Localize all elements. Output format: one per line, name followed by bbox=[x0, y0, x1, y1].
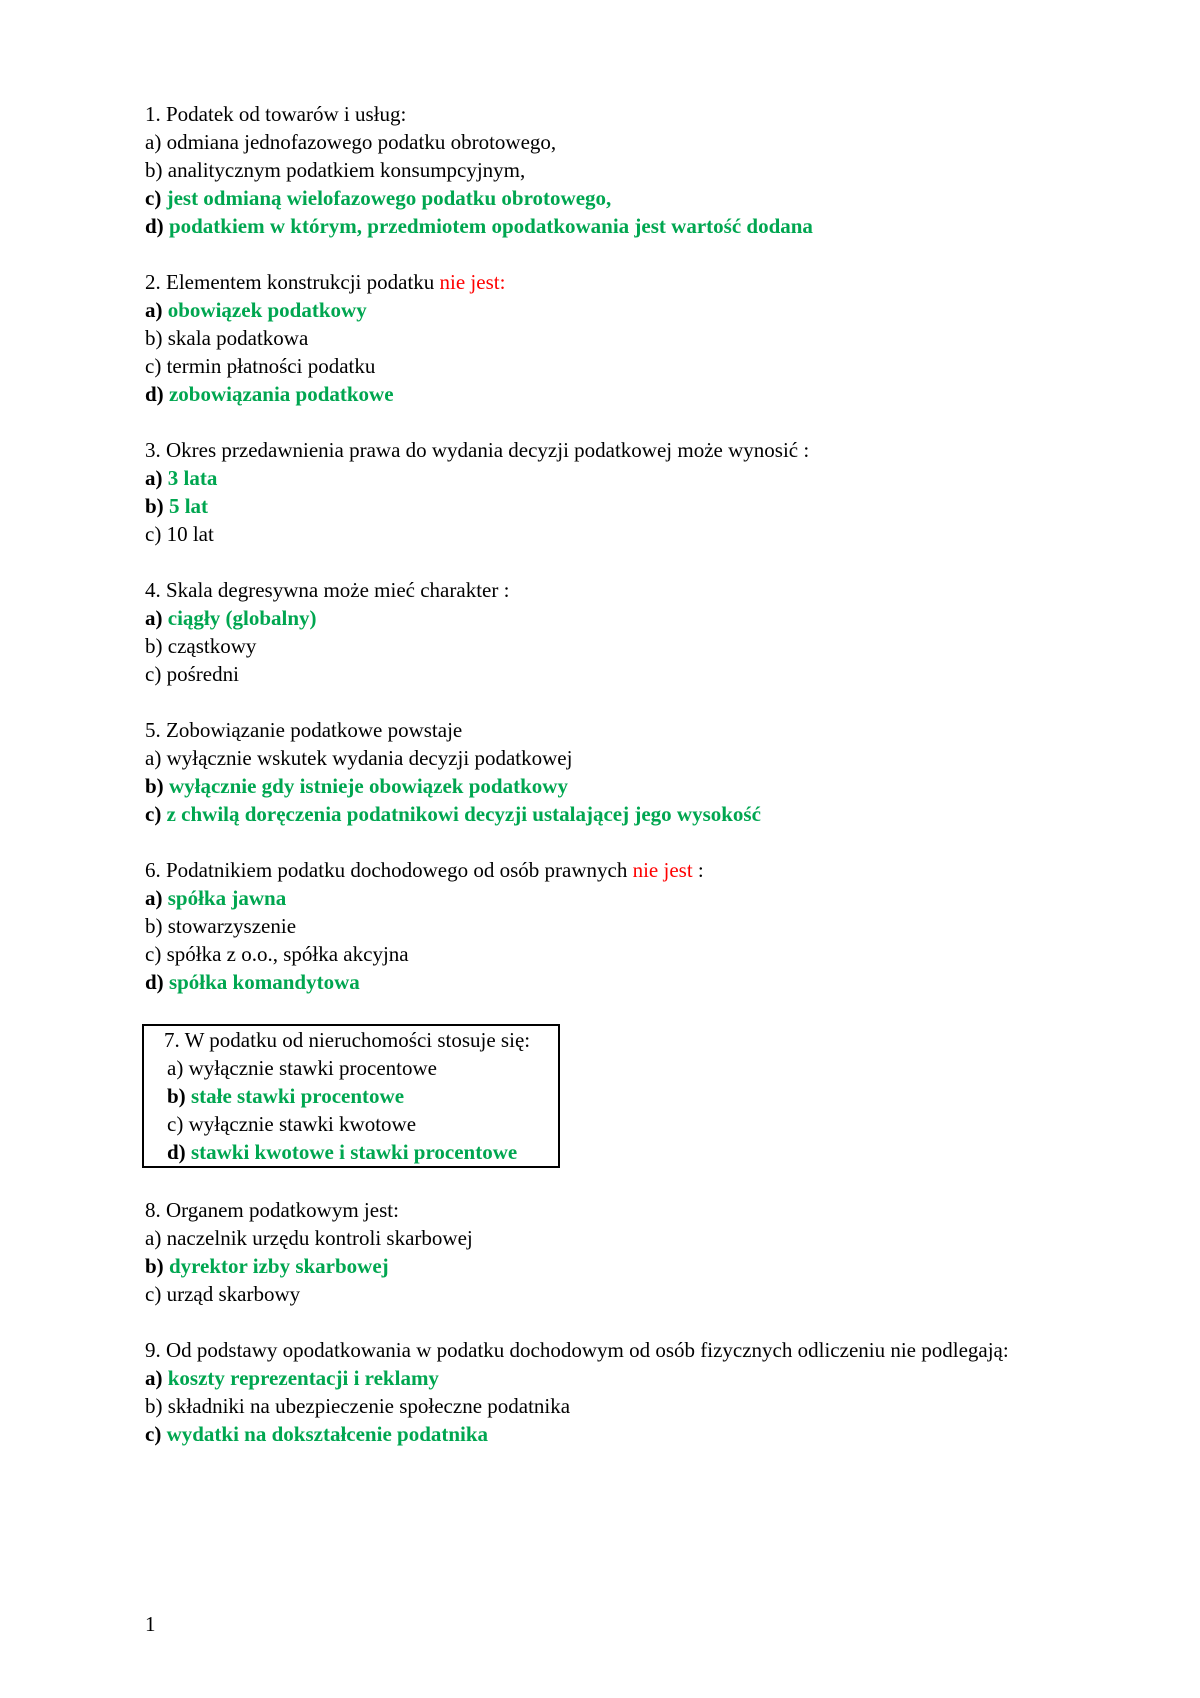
option-letter: a) bbox=[145, 746, 162, 770]
option-text: wyłącznie stawki kwotowe bbox=[183, 1112, 417, 1136]
option-letter: c) bbox=[145, 354, 162, 378]
answer-option bbox=[164, 1110, 530, 1138]
option-text: z chwilą doręczenia podatnikowi decyzji ustalającej jego wysokość bbox=[161, 802, 761, 826]
question-block bbox=[145, 268, 1085, 408]
option-text: jest odmianą wielofazowego podatku obrotowego, bbox=[161, 186, 612, 210]
option-letter: b) bbox=[145, 494, 164, 518]
answer-option bbox=[145, 660, 1085, 688]
option-text: koszty reprezentacji i reklamy bbox=[162, 1366, 439, 1390]
question-stem: 7. W podatku od nieruchomości stosuje się: bbox=[164, 1028, 531, 1052]
option-letter: b) bbox=[167, 1084, 186, 1108]
document-body bbox=[145, 100, 1085, 1476]
answer-option bbox=[145, 324, 1085, 352]
option-text: 5 lat bbox=[163, 494, 209, 518]
option-letter: a) bbox=[145, 130, 162, 154]
option-letter: b) bbox=[145, 634, 163, 658]
question-text bbox=[164, 1026, 530, 1054]
question-stem: 3. Okres przedawnienia prawa do wydania decyzji podatkowej może wynosić : bbox=[145, 438, 810, 462]
option-text: pośredni bbox=[161, 662, 239, 686]
question-block bbox=[145, 436, 1085, 548]
negation-highlight: nie jest bbox=[632, 858, 693, 882]
negation-highlight: nie jest: bbox=[439, 270, 506, 294]
answer-option-correct bbox=[145, 1364, 1085, 1392]
answer-option bbox=[145, 1392, 1085, 1420]
answer-option bbox=[145, 520, 1085, 548]
option-letter: b) bbox=[145, 914, 163, 938]
answer-option bbox=[145, 1280, 1085, 1308]
option-text: ciągły (globalny) bbox=[162, 606, 317, 630]
option-text: analitycznym podatkiem konsumpcyjnym, bbox=[162, 158, 526, 182]
answer-option-correct bbox=[164, 1082, 530, 1110]
option-letter: b) bbox=[145, 774, 164, 798]
option-letter: c) bbox=[145, 802, 162, 826]
option-text: spółka jawna bbox=[162, 886, 287, 910]
option-text: obowiązek podatkowy bbox=[162, 298, 367, 322]
option-text: wyłącznie gdy istnieje obowiązek podatkowy bbox=[163, 774, 568, 798]
question-stem: 4. Skala degresywna może mieć charakter : bbox=[145, 578, 510, 602]
answer-option-correct bbox=[145, 296, 1085, 324]
answer-option bbox=[164, 1054, 530, 1082]
answer-option-correct bbox=[145, 492, 1085, 520]
option-text: stawki kwotowe i stawki procentowe bbox=[185, 1140, 518, 1164]
answer-option-correct bbox=[145, 464, 1085, 492]
option-text: spółka komandytowa bbox=[163, 970, 360, 994]
question-stem: 6. Podatnikiem podatku dochodowego od osób prawnych bbox=[145, 858, 633, 882]
option-text: stałe stawki procentowe bbox=[185, 1084, 405, 1108]
option-text: termin płatności podatku bbox=[161, 354, 376, 378]
question-stem: 9. Od podstawy opodatkowania w podatku dochodowym od osób fizycznych odliczeniu nie podlegają: bbox=[145, 1338, 1009, 1362]
answer-option-correct bbox=[145, 1420, 1085, 1448]
question-stem: 8. Organem podatkowym jest: bbox=[145, 1198, 399, 1222]
page-number: 1 bbox=[145, 1612, 156, 1636]
question-block bbox=[145, 576, 1085, 688]
question-box bbox=[142, 1024, 560, 1168]
question-block bbox=[145, 1196, 1085, 1308]
option-text: zobowiązania podatkowe bbox=[163, 382, 394, 406]
answer-option bbox=[145, 912, 1085, 940]
question-text bbox=[145, 268, 1085, 296]
question-block bbox=[145, 716, 1085, 828]
option-letter: d) bbox=[145, 970, 164, 994]
option-letter: a) bbox=[167, 1056, 184, 1080]
option-letter: c) bbox=[145, 522, 162, 546]
option-text: odmiana jednofazowego podatku obrotowego, bbox=[161, 130, 557, 154]
question-block bbox=[145, 856, 1085, 996]
question-tail: : bbox=[692, 858, 704, 882]
question-block bbox=[145, 1024, 1085, 1168]
option-text: naczelnik urzędu kontroli skarbowej bbox=[161, 1226, 473, 1250]
answer-option-correct bbox=[145, 212, 1085, 240]
option-letter: b) bbox=[145, 1394, 163, 1418]
question-block bbox=[145, 100, 1085, 240]
option-text: wydatki na dokształcenie podatnika bbox=[161, 1422, 489, 1446]
option-text: wyłącznie stawki procentowe bbox=[183, 1056, 437, 1080]
answer-option-correct bbox=[145, 968, 1085, 996]
option-letter: b) bbox=[145, 326, 163, 350]
option-text: podatkiem w którym, przedmiotem opodatkowania jest wartość dodana bbox=[163, 214, 813, 238]
option-letter: a) bbox=[145, 298, 163, 322]
answer-option-correct bbox=[164, 1138, 530, 1166]
answer-option bbox=[145, 940, 1085, 968]
answer-option bbox=[145, 1224, 1085, 1252]
answer-option-correct bbox=[145, 800, 1085, 828]
option-letter: d) bbox=[145, 214, 164, 238]
option-letter: d) bbox=[167, 1140, 186, 1164]
answer-option-correct bbox=[145, 884, 1085, 912]
question-text bbox=[145, 1196, 1085, 1224]
question-text bbox=[145, 716, 1085, 744]
answer-option bbox=[145, 744, 1085, 772]
option-letter: a) bbox=[145, 1226, 162, 1250]
question-stem: 2. Elementem konstrukcji podatku bbox=[145, 270, 440, 294]
option-text: urząd skarbowy bbox=[161, 1282, 301, 1306]
option-letter: c) bbox=[167, 1112, 184, 1136]
question-block bbox=[145, 1336, 1085, 1448]
option-text: wyłącznie wskutek wydania decyzji podatkowej bbox=[161, 746, 573, 770]
option-letter: a) bbox=[145, 466, 163, 490]
option-letter: d) bbox=[145, 382, 164, 406]
option-letter: c) bbox=[145, 662, 162, 686]
option-letter: a) bbox=[145, 1366, 163, 1390]
answer-option-correct bbox=[145, 184, 1085, 212]
question-stem: 1. Podatek od towarów i usług: bbox=[145, 102, 407, 126]
option-text: składniki na ubezpieczenie społeczne podatnika bbox=[162, 1394, 571, 1418]
option-text: dyrektor izby skarbowej bbox=[163, 1254, 389, 1278]
option-letter: b) bbox=[145, 1254, 164, 1278]
answer-option bbox=[145, 352, 1085, 380]
answer-option-correct bbox=[145, 604, 1085, 632]
option-letter: c) bbox=[145, 1282, 162, 1306]
answer-option bbox=[145, 632, 1085, 660]
answer-option-correct bbox=[145, 772, 1085, 800]
question-stem: 5. Zobowiązanie podatkowe powstaje bbox=[145, 718, 463, 742]
option-text: 10 lat bbox=[161, 522, 214, 546]
answer-option-correct bbox=[145, 1252, 1085, 1280]
option-letter: a) bbox=[145, 886, 163, 910]
option-text: skala podatkowa bbox=[162, 326, 309, 350]
option-letter: b) bbox=[145, 158, 163, 182]
answer-option bbox=[145, 156, 1085, 184]
option-letter: c) bbox=[145, 942, 162, 966]
question-text bbox=[145, 856, 1085, 884]
option-text: 3 lata bbox=[162, 466, 218, 490]
option-letter: a) bbox=[145, 606, 163, 630]
option-text: stowarzyszenie bbox=[162, 914, 297, 938]
option-text: spółka z o.o., spółka akcyjna bbox=[161, 942, 409, 966]
option-text: cząstkowy bbox=[162, 634, 257, 658]
answer-option bbox=[145, 128, 1085, 156]
question-text bbox=[145, 100, 1085, 128]
answer-option-correct bbox=[145, 380, 1085, 408]
question-text bbox=[145, 576, 1085, 604]
option-letter: c) bbox=[145, 186, 162, 210]
question-text bbox=[145, 436, 1085, 464]
option-letter: c) bbox=[145, 1422, 162, 1446]
question-text bbox=[145, 1336, 1085, 1364]
